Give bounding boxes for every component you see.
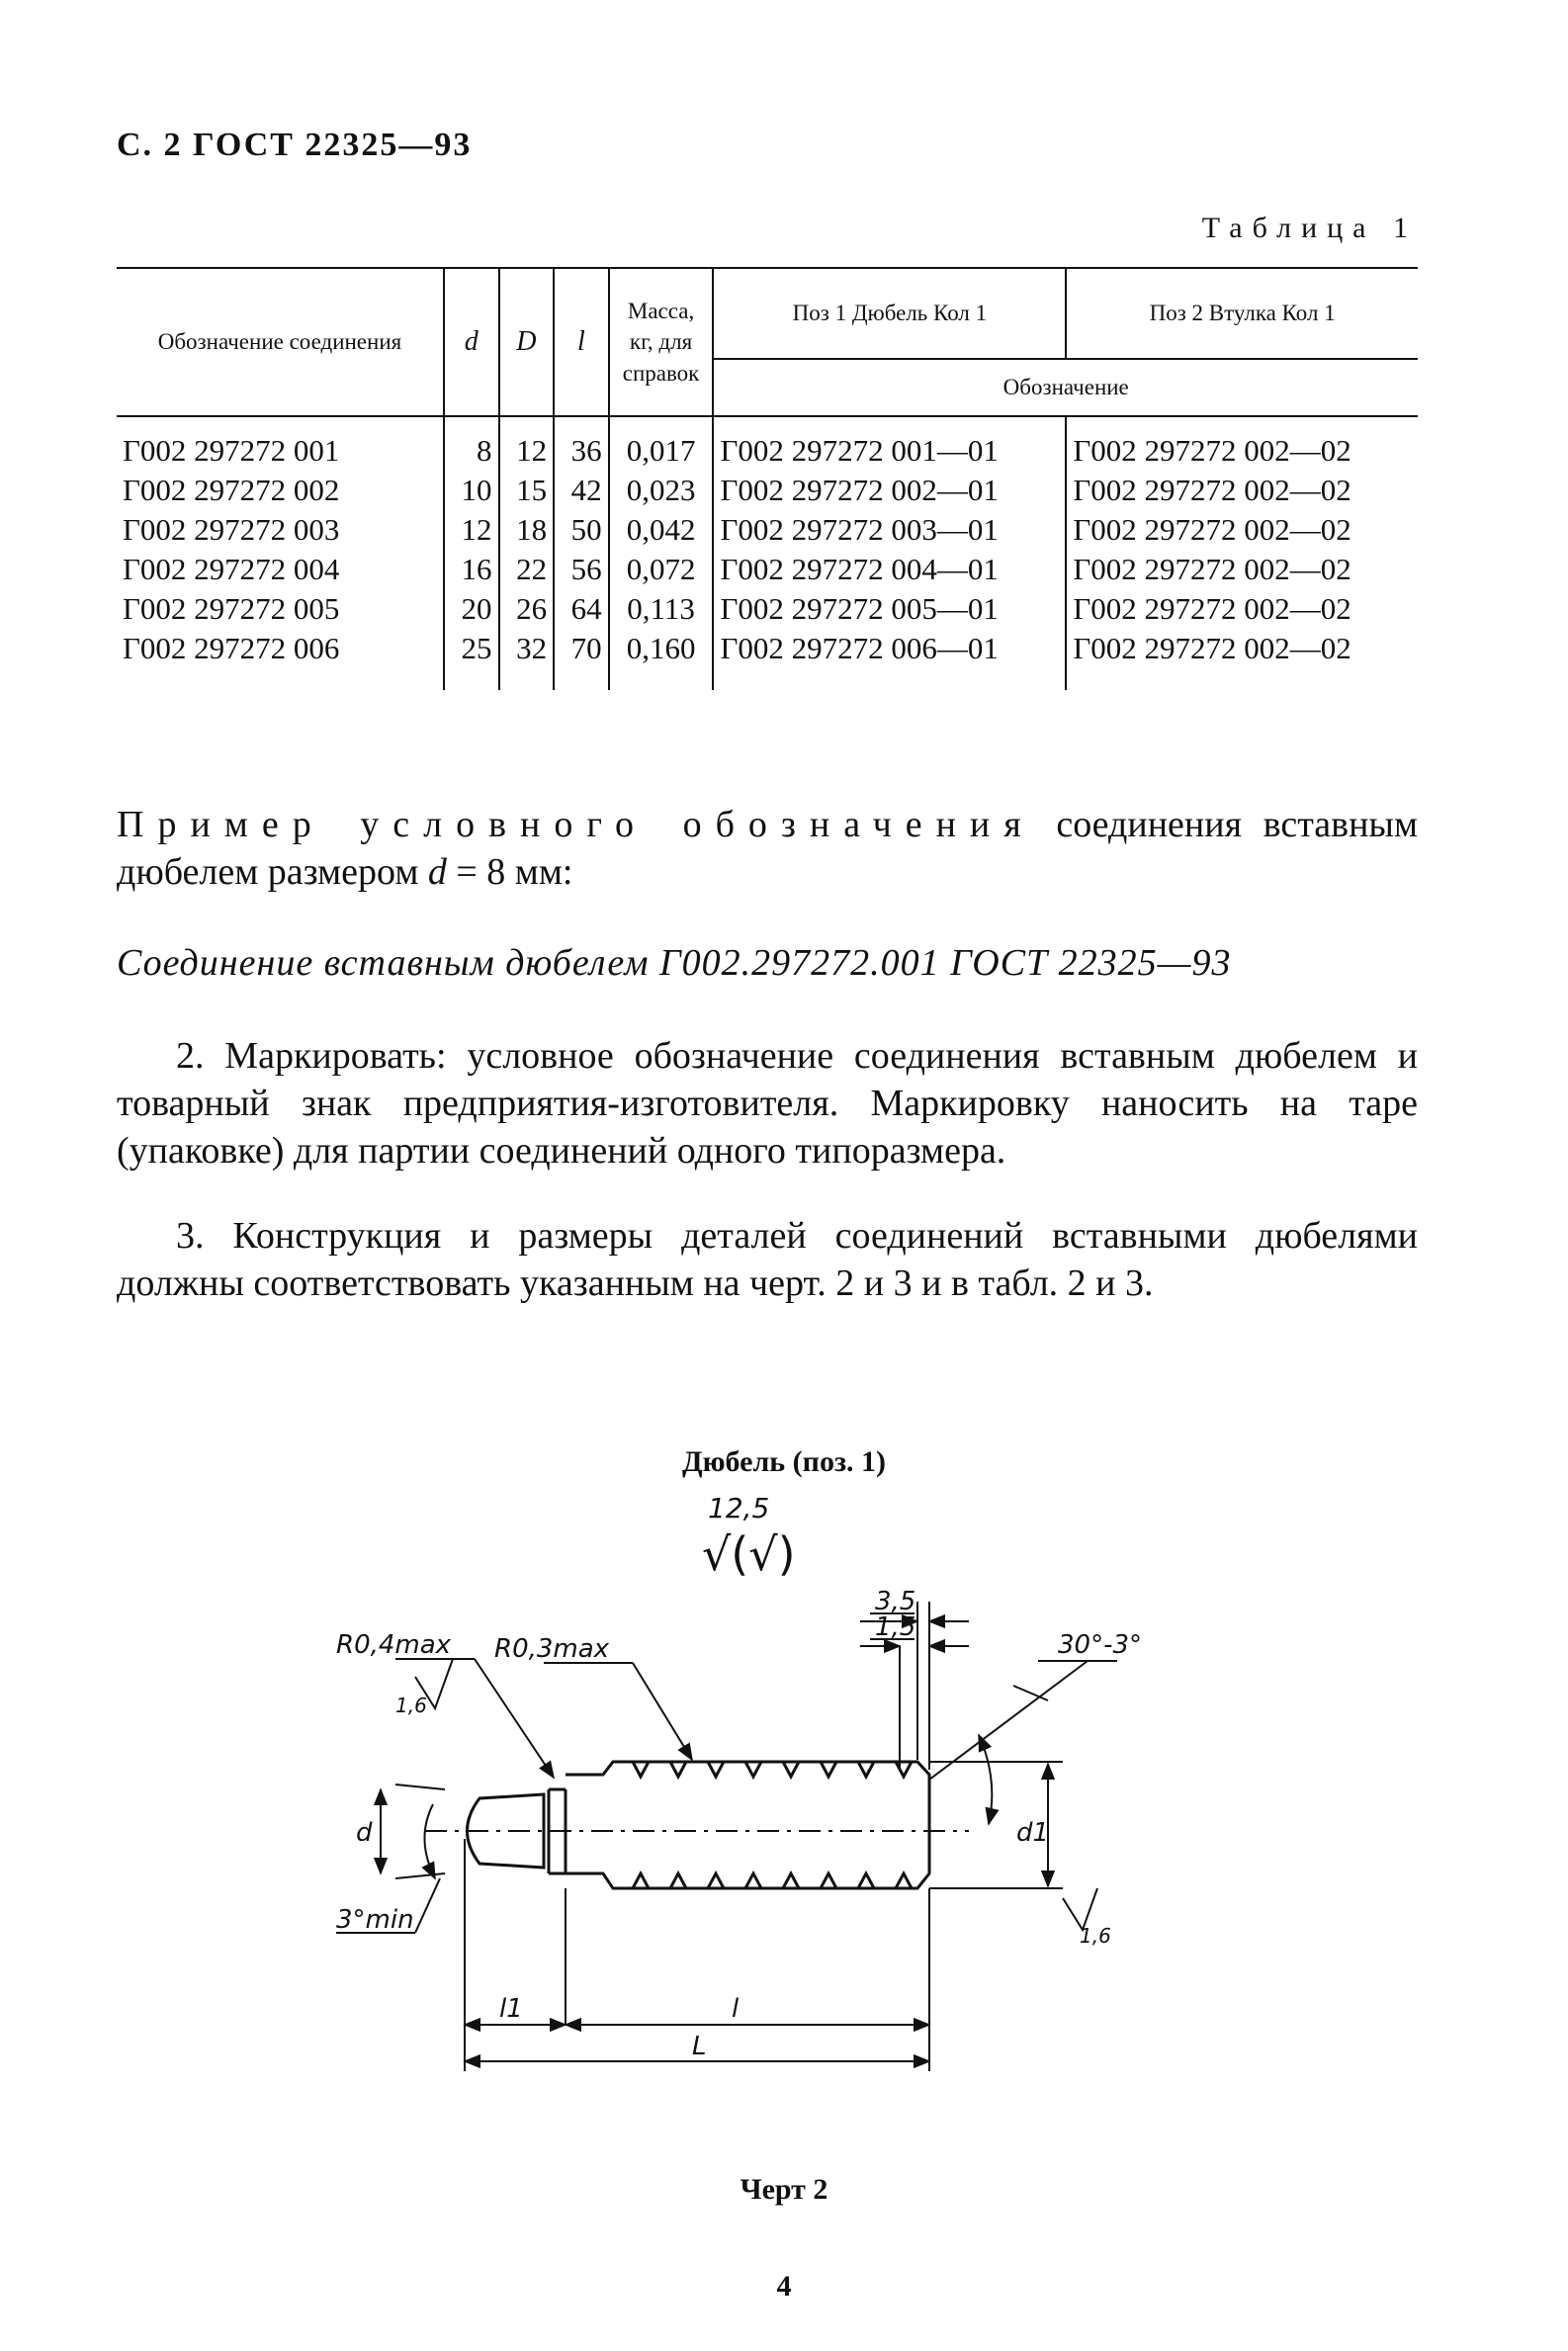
header-d: d xyxy=(444,268,499,416)
thread-groove xyxy=(708,1762,724,1888)
table-cell: 0,072 xyxy=(609,550,714,589)
figure-title: Дюбель (поз. 1) xyxy=(681,1445,886,1478)
table-cell: 0,113 xyxy=(609,589,714,629)
header-l: l xyxy=(554,268,609,416)
header-D: D xyxy=(499,268,555,416)
table-cell: Г002 297272 001 xyxy=(123,433,340,468)
example-designation: Соединение вставным дюбелем Г002.297272.001 ГОСТ 22325—93 xyxy=(117,942,1232,984)
dim-L: L xyxy=(692,2032,707,2061)
table-cell: 18 xyxy=(499,510,555,550)
angle-3: 3°min xyxy=(336,1905,414,1935)
table-row xyxy=(117,589,1418,629)
table-cell: Г002 297272 004—01 xyxy=(713,550,1066,589)
table-cell: Г002 297272 003—01 xyxy=(713,510,1066,550)
table-cell: 12 xyxy=(444,510,499,550)
dim-d1: d1 xyxy=(1016,1818,1050,1848)
table-cell: 50 xyxy=(554,510,609,550)
radius-04: R0,4max xyxy=(336,1630,452,1660)
thread-groove xyxy=(821,1762,836,1888)
table-cell: Г002 297272 002—02 xyxy=(1066,510,1418,550)
header-subdesignation: Обозначение xyxy=(713,359,1418,416)
table-cell: Г002 297272 006—01 xyxy=(713,629,1066,690)
table-1 xyxy=(117,267,1418,690)
table-cell: 8 xyxy=(444,416,499,471)
table-cell: 0,042 xyxy=(609,510,714,550)
table-cell: 16 xyxy=(444,550,499,589)
table-cell: Г002 297272 002—02 xyxy=(1066,629,1418,690)
header-pos1: Поз 1 Дюбель Кол 1 xyxy=(713,268,1066,359)
table-cell: 64 xyxy=(554,589,609,629)
header-pos2: Поз 2 Втулка Кол 1 xyxy=(1066,268,1418,359)
thread-groove xyxy=(896,1762,912,1888)
table-cell: Г002 297272 001—01 xyxy=(713,416,1066,471)
dim-1-5: 1,5 xyxy=(875,1612,916,1642)
roughness-value: 12,5 xyxy=(708,1492,770,1524)
dim-3-5: 3,5 xyxy=(875,1587,916,1616)
table-cell: 0,160 xyxy=(609,629,714,690)
dim-l: l xyxy=(732,1994,740,2024)
example-value: = 8 мм: xyxy=(446,851,573,893)
table-caption: Таблица 1 xyxy=(1201,212,1418,244)
table-cell: Г002 297272 006 xyxy=(123,631,340,665)
table-cell: Г002 297272 003 xyxy=(123,512,340,547)
table-row xyxy=(117,550,1418,589)
page-header: С. 2 ГОСТ 22325—93 xyxy=(117,127,473,163)
roughness-bottom: 1,6 xyxy=(1080,1924,1111,1948)
table-cell: 56 xyxy=(554,550,609,589)
table-cell: Г002 297272 005—01 xyxy=(713,589,1066,629)
table-cell: Г002 297272 002—01 xyxy=(713,471,1066,510)
table-cell: 26 xyxy=(499,589,555,629)
roughness-top: 1,6 xyxy=(395,1694,427,1717)
table-cell: Г002 297272 004 xyxy=(123,552,340,586)
thread-groove xyxy=(745,1762,761,1888)
table-cell: 22 xyxy=(499,550,555,589)
table-cell: 0,023 xyxy=(609,471,714,510)
table-cell: Г002 297272 005 xyxy=(123,591,340,626)
figure-caption: Черт 2 xyxy=(740,2173,828,2206)
header-designation: Обозначение соединения xyxy=(117,268,444,416)
table-cell: 10 xyxy=(444,471,499,510)
table-row xyxy=(117,416,1418,471)
page-number: 4 xyxy=(776,2270,792,2303)
paragraph-3: 3. Конструкция и размеры деталей соединений вставными дюбелями должны соответствовать указанным на черт. 2 и 3 и в табл. 2 и 3. xyxy=(117,1215,1418,1304)
table-cell: 32 xyxy=(499,629,555,690)
table-cell: Г002 297272 002—02 xyxy=(1066,589,1418,629)
table-row xyxy=(117,629,1418,690)
thread-groove xyxy=(783,1762,799,1888)
table-cell: 15 xyxy=(499,471,555,510)
table-cell: 42 xyxy=(554,471,609,510)
thread-groove xyxy=(670,1762,686,1888)
table-cell: 25 xyxy=(444,629,499,690)
example-var: d xyxy=(427,851,447,893)
table-cell: 70 xyxy=(554,629,609,690)
example-lead: Пример условного обозначения xyxy=(117,804,1035,845)
thread-grooves xyxy=(633,1762,912,1888)
angle-30: 30°-3° xyxy=(1058,1630,1143,1660)
table-row xyxy=(117,471,1418,510)
example-rest: соединения вставным дюбелем размером xyxy=(117,804,1418,893)
dowel-drawing xyxy=(336,1483,1226,2096)
table-cell: Г002 297272 002—02 xyxy=(1066,471,1418,510)
table-cell: 12 xyxy=(499,416,555,471)
table-cell: 36 xyxy=(554,416,609,471)
table-row xyxy=(117,510,1418,550)
dim-l1: l1 xyxy=(499,1994,523,2024)
example-intro xyxy=(117,801,1418,896)
thread-groove xyxy=(633,1762,649,1888)
dowel-body xyxy=(566,1762,929,1888)
table-cell: Г002 297272 002 xyxy=(123,473,340,507)
table-cell: Г002 297272 002—02 xyxy=(1066,416,1418,471)
table-cell: 0,017 xyxy=(609,416,714,471)
table-cell: Г002 297272 002—02 xyxy=(1066,550,1418,589)
dim-d: d xyxy=(356,1818,373,1848)
table-cell: 20 xyxy=(444,589,499,629)
header-mass: Масса, кг, для справок xyxy=(609,268,714,416)
radius-03: R0,3max xyxy=(494,1634,610,1664)
thread-groove xyxy=(858,1762,874,1888)
roughness-symbol: √(√) xyxy=(702,1527,796,1581)
paragraph-2: 2. Маркировать: условное обозначение соединения вставным дюбелем и товарный знак предприятия-изготовителя. Маркировку наносить на таре (упаковке) для партии соединений одного типоразмера. xyxy=(117,1035,1418,1172)
